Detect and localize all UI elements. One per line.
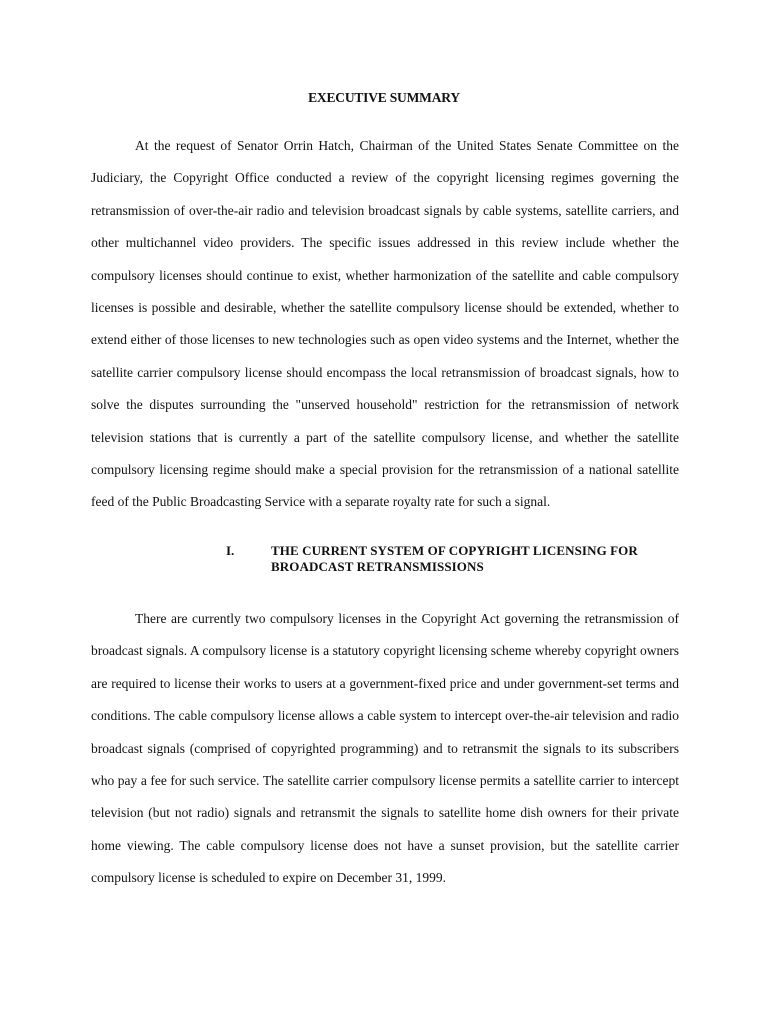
paragraph-intro <box>91 130 679 519</box>
text-line: compulsory license is scheduled to expire on December 31, 1999. <box>91 870 447 886</box>
text-line: compulsory licenses should continue to exist, whether harmonization of the satellite and cable compulsory <box>91 267 679 283</box>
text-line: broadcast signals. A compulsory license is a statutory copyright licensing scheme whereby copyright owners <box>91 643 679 659</box>
text-line: television stations that is currently a part of the satellite compulsory license, and whether the satellite <box>91 429 679 445</box>
text-line: licenses is possible and desirable, whether the satellite compulsory license should be extended, whether to <box>91 299 679 315</box>
text-line: extend either of those licenses to new technologies such as open video systems and the Internet, whether the <box>91 332 679 348</box>
text-line: home viewing. The cable compulsory license does not have a sunset provision, but the satellite carrier <box>91 837 679 853</box>
section-title-line-2: BROADCAST RETRANSMISSIONS <box>271 559 484 574</box>
text-line: Judiciary, the Copyright Office conducted a review of the copyright licensing regimes governing the <box>91 170 679 186</box>
text-line: conditions. The cable compulsory license allows a cable system to intercept over-the-air television and radio <box>91 708 679 724</box>
text-line: At the request of Senator Orrin Hatch, Chairman of the United States Senate Committee on the <box>135 138 679 153</box>
text-line: television (but not radio) signals and retransmit the signals to satellite home dish owners for their private <box>91 805 679 821</box>
text-line: feed of the Public Broadcasting Service with a separate royalty rate for such a signal. <box>91 494 551 510</box>
section-title <box>271 543 681 575</box>
text-line: retransmission of over-the-air radio and television broadcast signals by cable systems, satellite carriers, and <box>91 202 679 218</box>
text-line: satellite carrier compulsory license should encompass the local retransmission of broadcast signals, how to <box>91 364 679 380</box>
section-title-line-1: THE CURRENT SYSTEM OF COPYRIGHT LICENSING FOR <box>271 543 638 558</box>
text-line: who pay a fee for such service. The satellite carrier compulsory license permits a satellite carrier to intercept <box>91 772 679 788</box>
text-line: There are currently two compulsory licenses in the Copyright Act governing the retransmission of <box>135 611 679 626</box>
text-line: broadcast signals (comprised of copyrighted programming) and to retransmit the signals to its subscribers <box>91 740 679 756</box>
text-line: solve the disputes surrounding the "unserved household" restriction for the retransmission of network <box>91 397 679 413</box>
section-number: I. <box>226 543 235 558</box>
text-line: other multichannel video providers. The specific issues addressed in this review include whether the <box>91 235 679 251</box>
text-line: are required to license their works to users at a government-fixed price and under government-set terms and <box>91 675 679 691</box>
text-line: compulsory licensing regime should make a special provision for the retransmission of a national satellite <box>91 461 679 477</box>
page-title: EXECUTIVE SUMMARY <box>308 90 460 105</box>
paragraph-current-system <box>91 603 679 895</box>
